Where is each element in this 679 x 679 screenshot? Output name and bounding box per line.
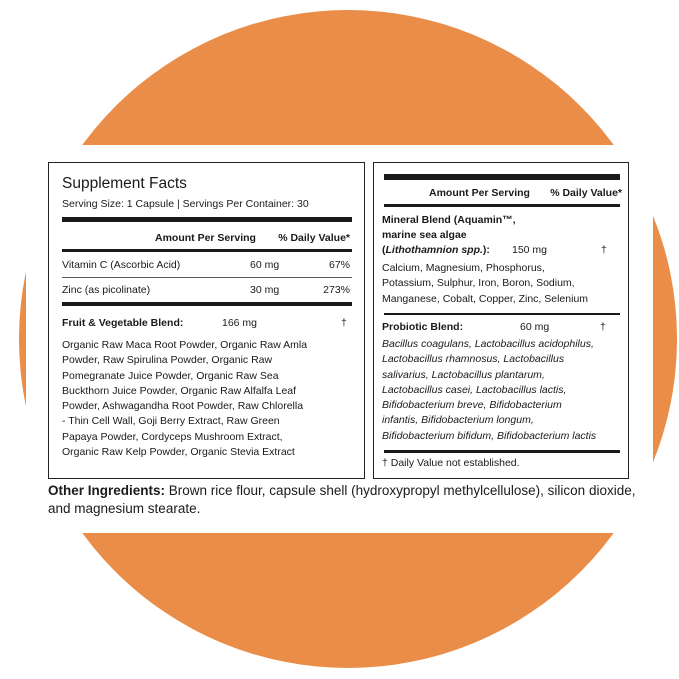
supplement-facts-right-box xyxy=(373,162,629,479)
blend-amount: 166 mg xyxy=(222,317,258,329)
mineral-blend-ingredients: Calcium, Magnesium, Phosphorus, Potassium, Sulphur, Iron, Boron, Sodium, Manganese, Cobalt, Copper, Zinc, Selenium xyxy=(382,262,589,305)
other-ingredients-label: Other Ingredients: xyxy=(48,483,166,498)
nutrient-amount: 30 mg xyxy=(250,284,280,296)
other-ingredients-text: Brown rice flour, capsule shell (hydroxypropyl methylcellulose), silicon dioxide, and magnesium stearate. xyxy=(48,483,636,516)
section-divider xyxy=(384,313,620,315)
thick-divider xyxy=(62,302,352,306)
daily-value-header: % Daily Value* xyxy=(278,232,350,244)
nutrient-name: Vitamin C (Ascorbic Acid) xyxy=(62,259,181,271)
mineral-blend-dv: † xyxy=(601,244,607,256)
header-divider xyxy=(62,249,352,252)
thick-divider xyxy=(62,217,352,222)
blend-dv: † xyxy=(341,317,347,329)
probiotic-blend-dv: † xyxy=(600,321,606,333)
nutrient-amount: 60 mg xyxy=(250,259,280,271)
probiotic-blend-amount: 60 mg xyxy=(520,321,550,333)
nutrient-dv: 273% xyxy=(323,284,350,296)
supplement-facts-left-box xyxy=(48,162,365,479)
daily-value-header: % Daily Value* xyxy=(550,187,622,199)
mineral-blend-name-line3: (Lithothamnion spp.): xyxy=(382,244,490,256)
thick-divider xyxy=(384,174,620,180)
supplement-facts-panel xyxy=(26,145,653,533)
footnote: † Daily Value not established. xyxy=(382,457,520,469)
blend-ingredients: Organic Raw Maca Root Powder, Organic Raw Amla Powder, Raw Spirulina Powder, Organic Raw Pomegranate Juice Powder, Organic Raw Sea Buckthorn Juice Powder, Organic Raw Alfalfa Leaf Powder, Ashwagandha Root Powder, Raw Chlorella - Thin Cell Wall, Goji Berry Extract, Raw Green Papaya Powder, Cordyceps Mushroom Extract, Organic Raw Kelp Powder, Organic Stevia Extract xyxy=(62,339,308,459)
probiotic-blend-ingredients: Bacillus coagulans, Lactobacillus acidophilus, Lactobacillus rhamnosus, Lactobacillus salivarius, Lactobacillus plantarum, Lactobacillus casei, Lactobacillus lactis, Bifidobacterium breve, Bifidobacterium infantis, Bifidobacterium longum, Bifidobacterium bifidum, Bifidobacterium lactis xyxy=(382,338,597,442)
mineral-blend-species: Lithothamnion spp. xyxy=(385,244,483,256)
mineral-blend-name-line1: Mineral Blend (Aquamin™, xyxy=(382,214,516,226)
blend-name: Fruit & Vegetable Blend: xyxy=(62,317,184,329)
row-divider xyxy=(62,277,352,278)
nutrient-dv: 67% xyxy=(328,259,350,271)
serving-info: Serving Size: 1 Capsule | Servings Per Container: 30 xyxy=(62,198,309,210)
supplement-facts-title: Supplement Facts xyxy=(62,175,187,192)
mineral-blend-amount: 150 mg xyxy=(512,244,548,256)
mineral-blend-name-line2: marine sea algae xyxy=(382,229,467,241)
nutrient-name: Zinc (as picolinate) xyxy=(62,284,151,296)
section-divider xyxy=(384,450,620,453)
amount-per-serving-header: Amount Per Serving xyxy=(155,232,256,244)
amount-per-serving-header: Amount Per Serving xyxy=(429,187,530,199)
header-divider xyxy=(384,204,620,207)
probiotic-blend-name: Probiotic Blend: xyxy=(382,321,464,333)
other-ingredients xyxy=(48,482,648,518)
